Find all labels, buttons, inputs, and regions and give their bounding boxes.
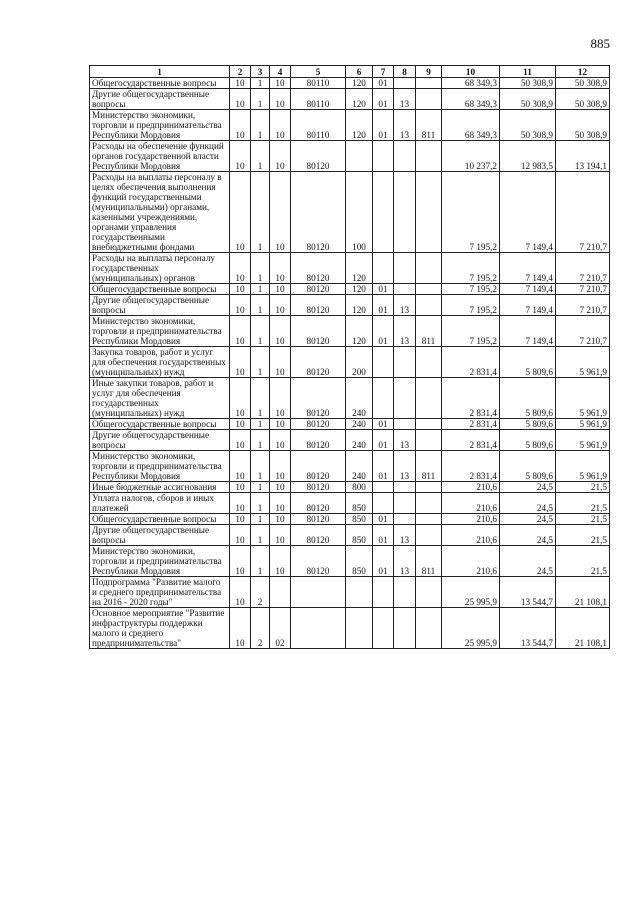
row-cell-c3: 1 <box>251 514 270 525</box>
row-cell-c4: 10 <box>270 284 291 295</box>
row-cell-c9 <box>416 514 442 525</box>
row-cell-c5: 80110 <box>291 110 346 141</box>
row-name-cell: Другие общегосударственные вопросы <box>90 430 230 451</box>
row-cell-c9 <box>416 419 442 430</box>
row-cell-c11: 7 149,4 <box>500 316 556 347</box>
row-cell-c12: 5 961,9 <box>556 378 610 419</box>
row-cell-c8: 13 <box>394 525 416 546</box>
row-cell-c2: 10 <box>230 608 251 649</box>
row-name-cell: Другие общегосударственные вопросы <box>90 525 230 546</box>
row-cell-c12: 21 108,1 <box>556 608 610 649</box>
row-cell-c3: 1 <box>251 493 270 514</box>
row-cell-c5 <box>291 608 346 649</box>
table-row <box>90 378 610 419</box>
table-row <box>90 78 610 89</box>
row-cell-c4: 10 <box>270 525 291 546</box>
row-cell-c7: 01 <box>373 78 394 89</box>
row-cell-c12: 5 961,9 <box>556 430 610 451</box>
row-cell-c8: 13 <box>394 110 416 141</box>
row-cell-c2: 10 <box>230 172 251 253</box>
row-cell-c4: 10 <box>270 493 291 514</box>
row-cell-c3: 1 <box>251 347 270 378</box>
row-name-cell: Министерство экономики, торговли и предпринимательства Республики Мордовия <box>90 546 230 577</box>
row-cell-c9 <box>416 78 442 89</box>
row-cell-c10: 25 995,9 <box>442 577 500 608</box>
row-cell-c7 <box>373 141 394 172</box>
row-cell-c3: 1 <box>251 451 270 482</box>
row-cell-c10: 68 349,3 <box>442 78 500 89</box>
row-cell-c2: 10 <box>230 451 251 482</box>
row-cell-c5: 80120 <box>291 253 346 284</box>
row-cell-c11: 24,5 <box>500 482 556 493</box>
row-cell-c7 <box>373 347 394 378</box>
table-row <box>90 284 610 295</box>
row-cell-c2: 10 <box>230 78 251 89</box>
row-cell-c10: 210,6 <box>442 525 500 546</box>
row-cell-c7 <box>373 378 394 419</box>
row-cell-c9 <box>416 378 442 419</box>
row-cell-c3: 1 <box>251 284 270 295</box>
row-cell-c11: 5 809,6 <box>500 347 556 378</box>
row-cell-c2: 10 <box>230 110 251 141</box>
row-cell-c7: 01 <box>373 525 394 546</box>
table-row <box>90 316 610 347</box>
row-cell-c4: 10 <box>270 110 291 141</box>
row-cell-c4: 10 <box>270 172 291 253</box>
row-cell-c2: 10 <box>230 525 251 546</box>
row-cell-c9 <box>416 430 442 451</box>
table-row <box>90 546 610 577</box>
row-cell-c4: 10 <box>270 546 291 577</box>
table-row <box>90 430 610 451</box>
row-cell-c6: 800 <box>346 482 373 493</box>
row-cell-c10: 210,6 <box>442 514 500 525</box>
row-cell-c4: 02 <box>270 608 291 649</box>
header-cell: 1 <box>90 66 230 78</box>
row-cell-c9 <box>416 89 442 110</box>
table-row <box>90 451 610 482</box>
row-cell-c4 <box>270 577 291 608</box>
row-cell-c10: 210,6 <box>442 546 500 577</box>
row-cell-c6: 100 <box>346 172 373 253</box>
row-cell-c2: 10 <box>230 482 251 493</box>
row-cell-c11: 13 544,7 <box>500 608 556 649</box>
row-cell-c6: 120 <box>346 253 373 284</box>
table-row <box>90 419 610 430</box>
row-name-cell: Другие общегосударственные вопросы <box>90 295 230 316</box>
row-cell-c10: 7 195,2 <box>442 295 500 316</box>
row-cell-c10: 68 349,3 <box>442 89 500 110</box>
row-cell-c6: 240 <box>346 451 373 482</box>
row-cell-c6: 200 <box>346 347 373 378</box>
row-cell-c2: 10 <box>230 577 251 608</box>
row-cell-c9: 811 <box>416 546 442 577</box>
row-cell-c2: 10 <box>230 347 251 378</box>
row-cell-c5: 80110 <box>291 78 346 89</box>
row-cell-c3: 1 <box>251 482 270 493</box>
header-cell: 6 <box>346 66 373 78</box>
row-cell-c5: 80120 <box>291 419 346 430</box>
row-name-cell: Расходы на выплаты персоналу в целях обеспечения выполнения функций государственными (муниципальными) органами, казенными учреждениями, органами управления государственными внебюджетными фондами <box>90 172 230 253</box>
row-cell-c5: 80120 <box>291 430 346 451</box>
header-cell: 7 <box>373 66 394 78</box>
row-cell-c12: 13 194,1 <box>556 141 610 172</box>
table-row <box>90 141 610 172</box>
row-cell-c6: 850 <box>346 525 373 546</box>
row-cell-c12: 21,5 <box>556 546 610 577</box>
table-row <box>90 514 610 525</box>
row-cell-c9 <box>416 253 442 284</box>
row-cell-c4: 10 <box>270 78 291 89</box>
row-cell-c3: 1 <box>251 295 270 316</box>
row-cell-c4: 10 <box>270 430 291 451</box>
row-cell-c8: 13 <box>394 316 416 347</box>
row-name-cell: Другие общегосударственные вопросы <box>90 89 230 110</box>
row-cell-c5: 80120 <box>291 141 346 172</box>
row-cell-c5: 80120 <box>291 514 346 525</box>
row-cell-c6: 240 <box>346 378 373 419</box>
table-row <box>90 493 610 514</box>
row-cell-c6: 120 <box>346 295 373 316</box>
row-cell-c4: 10 <box>270 141 291 172</box>
row-cell-c8 <box>394 284 416 295</box>
row-cell-c3: 1 <box>251 141 270 172</box>
header-cell: 9 <box>416 66 442 78</box>
row-cell-c5: 80120 <box>291 378 346 419</box>
row-name-cell: Министерство экономики, торговли и предпринимательства Республики Мордовия <box>90 451 230 482</box>
row-cell-c7 <box>373 172 394 253</box>
row-cell-c10: 68 349,3 <box>442 110 500 141</box>
row-cell-c12: 5 961,9 <box>556 419 610 430</box>
row-cell-c12: 50 308,9 <box>556 110 610 141</box>
row-cell-c11: 5 809,6 <box>500 419 556 430</box>
row-cell-c6: 120 <box>346 89 373 110</box>
row-name-cell: Общегосударственные вопросы <box>90 284 230 295</box>
row-cell-c4: 10 <box>270 316 291 347</box>
row-cell-c9 <box>416 347 442 378</box>
row-cell-c10: 2 831,4 <box>442 378 500 419</box>
header-cell: 4 <box>270 66 291 78</box>
row-cell-c9 <box>416 141 442 172</box>
row-cell-c2: 10 <box>230 546 251 577</box>
row-cell-c6: 240 <box>346 419 373 430</box>
row-cell-c9 <box>416 493 442 514</box>
budget-table <box>89 65 610 649</box>
row-cell-c3: 1 <box>251 419 270 430</box>
row-cell-c9: 811 <box>416 451 442 482</box>
row-cell-c5: 80120 <box>291 482 346 493</box>
row-cell-c2: 10 <box>230 493 251 514</box>
row-cell-c6: 120 <box>346 78 373 89</box>
row-cell-c5: 80120 <box>291 493 346 514</box>
row-cell-c8: 13 <box>394 430 416 451</box>
row-cell-c7: 01 <box>373 295 394 316</box>
row-cell-c12: 21 108,1 <box>556 577 610 608</box>
row-cell-c6: 850 <box>346 514 373 525</box>
row-cell-c11: 50 308,9 <box>500 110 556 141</box>
table-row <box>90 482 610 493</box>
row-cell-c7: 01 <box>373 110 394 141</box>
row-cell-c11: 50 308,9 <box>500 89 556 110</box>
row-cell-c7: 01 <box>373 89 394 110</box>
row-name-cell: Иные закупки товаров, работ и услуг для обеспечения государственных (муниципальных) нужд <box>90 378 230 419</box>
row-cell-c4: 10 <box>270 378 291 419</box>
row-cell-c8: 13 <box>394 546 416 577</box>
row-cell-c9 <box>416 525 442 546</box>
row-cell-c8 <box>394 78 416 89</box>
row-cell-c10: 210,6 <box>442 482 500 493</box>
row-cell-c7: 01 <box>373 316 394 347</box>
row-cell-c6: 240 <box>346 430 373 451</box>
row-cell-c8 <box>394 514 416 525</box>
row-cell-c7: 01 <box>373 451 394 482</box>
table-row <box>90 295 610 316</box>
row-cell-c2: 10 <box>230 514 251 525</box>
row-cell-c3: 1 <box>251 110 270 141</box>
row-cell-c7 <box>373 253 394 284</box>
row-cell-c12: 7 210,7 <box>556 172 610 253</box>
row-cell-c4: 10 <box>270 451 291 482</box>
row-cell-c2: 10 <box>230 419 251 430</box>
row-cell-c11: 50 308,9 <box>500 78 556 89</box>
row-cell-c8 <box>394 577 416 608</box>
row-cell-c5: 80120 <box>291 316 346 347</box>
row-cell-c6: 120 <box>346 316 373 347</box>
row-cell-c3: 1 <box>251 253 270 284</box>
row-cell-c9 <box>416 577 442 608</box>
row-cell-c7 <box>373 493 394 514</box>
row-name-cell: Общегосударственные вопросы <box>90 514 230 525</box>
row-name-cell: Расходы на обеспечение функций органов государственной власти Республики Мордовия <box>90 141 230 172</box>
row-cell-c10: 10 237,2 <box>442 141 500 172</box>
row-cell-c2: 10 <box>230 316 251 347</box>
row-cell-c8 <box>394 608 416 649</box>
row-cell-c3: 1 <box>251 525 270 546</box>
row-cell-c5: 80120 <box>291 451 346 482</box>
row-cell-c12: 21,5 <box>556 525 610 546</box>
row-cell-c5: 80120 <box>291 546 346 577</box>
row-cell-c5: 80120 <box>291 525 346 546</box>
row-cell-c6: 120 <box>346 284 373 295</box>
row-cell-c4: 10 <box>270 295 291 316</box>
row-cell-c12: 7 210,7 <box>556 284 610 295</box>
row-cell-c3: 1 <box>251 430 270 451</box>
row-cell-c11: 7 149,4 <box>500 172 556 253</box>
row-cell-c6: 850 <box>346 546 373 577</box>
row-cell-c7: 01 <box>373 514 394 525</box>
table-row <box>90 608 610 649</box>
row-cell-c11: 7 149,4 <box>500 253 556 284</box>
row-cell-c11: 5 809,6 <box>500 378 556 419</box>
row-cell-c3: 2 <box>251 608 270 649</box>
table-body <box>90 78 610 649</box>
row-cell-c8 <box>394 378 416 419</box>
row-cell-c9 <box>416 284 442 295</box>
row-cell-c2: 10 <box>230 89 251 110</box>
row-cell-c7 <box>373 608 394 649</box>
row-cell-c2: 10 <box>230 141 251 172</box>
row-cell-c11: 24,5 <box>500 514 556 525</box>
row-cell-c9 <box>416 482 442 493</box>
header-cell: 12 <box>556 66 610 78</box>
row-cell-c4: 10 <box>270 514 291 525</box>
table-row <box>90 110 610 141</box>
row-cell-c12: 21,5 <box>556 482 610 493</box>
row-cell-c2: 10 <box>230 430 251 451</box>
row-cell-c12: 50 308,9 <box>556 78 610 89</box>
row-cell-c12: 7 210,7 <box>556 253 610 284</box>
row-cell-c9: 811 <box>416 316 442 347</box>
row-cell-c12: 5 961,9 <box>556 451 610 482</box>
row-cell-c3: 1 <box>251 378 270 419</box>
row-cell-c8 <box>394 141 416 172</box>
row-cell-c10: 7 195,2 <box>442 284 500 295</box>
table-row <box>90 253 610 284</box>
row-cell-c9 <box>416 172 442 253</box>
row-name-cell: Закупка товаров, работ и услуг для обеспечения государственных (муниципальных) нужд <box>90 347 230 378</box>
row-cell-c11: 24,5 <box>500 525 556 546</box>
row-cell-c8 <box>394 172 416 253</box>
row-name-cell: Расходы на выплаты персоналу государственных (муниципальных) органов <box>90 253 230 284</box>
row-cell-c2: 10 <box>230 284 251 295</box>
row-cell-c8 <box>394 253 416 284</box>
row-cell-c9 <box>416 608 442 649</box>
row-cell-c5: 80110 <box>291 89 346 110</box>
row-cell-c8: 13 <box>394 295 416 316</box>
row-cell-c7 <box>373 482 394 493</box>
table-row <box>90 577 610 608</box>
row-cell-c2: 10 <box>230 253 251 284</box>
row-name-cell: Основное мероприятие "Развитие инфраструктуры поддержки малого и среднего предпринимательства" <box>90 608 230 649</box>
row-cell-c4: 10 <box>270 419 291 430</box>
table-row <box>90 89 610 110</box>
table-row <box>90 172 610 253</box>
row-cell-c5: 80120 <box>291 172 346 253</box>
header-cell: 3 <box>251 66 270 78</box>
row-cell-c8: 13 <box>394 89 416 110</box>
row-cell-c7: 01 <box>373 430 394 451</box>
row-cell-c11: 12 983,5 <box>500 141 556 172</box>
row-cell-c12: 5 961,9 <box>556 347 610 378</box>
row-cell-c8: 13 <box>394 451 416 482</box>
row-cell-c10: 25 995,9 <box>442 608 500 649</box>
row-cell-c8 <box>394 493 416 514</box>
row-cell-c12: 7 210,7 <box>556 295 610 316</box>
row-cell-c12: 7 210,7 <box>556 316 610 347</box>
table-row <box>90 347 610 378</box>
header-cell: 8 <box>394 66 416 78</box>
row-cell-c11: 13 544,7 <box>500 577 556 608</box>
row-cell-c12: 21,5 <box>556 514 610 525</box>
row-cell-c7: 01 <box>373 419 394 430</box>
row-name-cell: Министерство экономики, торговли и предпринимательства Республики Мордовия <box>90 316 230 347</box>
row-cell-c11: 7 149,4 <box>500 284 556 295</box>
row-cell-c7 <box>373 577 394 608</box>
header-row <box>90 66 610 78</box>
row-name-cell: Иные бюджетные ассигнования <box>90 482 230 493</box>
row-cell-c6 <box>346 141 373 172</box>
row-name-cell: Министерство экономики, торговли и предпринимательства Республики Мордовия <box>90 110 230 141</box>
row-cell-c6 <box>346 608 373 649</box>
row-cell-c4: 10 <box>270 482 291 493</box>
row-cell-c2: 10 <box>230 295 251 316</box>
row-cell-c11: 5 809,6 <box>500 430 556 451</box>
row-cell-c10: 2 831,4 <box>442 430 500 451</box>
row-cell-c6: 120 <box>346 110 373 141</box>
row-cell-c4: 10 <box>270 89 291 110</box>
row-name-cell: Подпрограмма "Развитие малого и среднего предпринимательства на 2016 - 2020 годы" <box>90 577 230 608</box>
header-cell: 10 <box>442 66 500 78</box>
row-cell-c3: 1 <box>251 316 270 347</box>
row-cell-c10: 2 831,4 <box>442 419 500 430</box>
row-cell-c10: 7 195,2 <box>442 172 500 253</box>
page-number: 885 <box>590 36 610 51</box>
row-cell-c4: 10 <box>270 253 291 284</box>
row-name-cell: Общегосударственные вопросы <box>90 78 230 89</box>
row-cell-c5: 80120 <box>291 347 346 378</box>
table-row <box>90 525 610 546</box>
row-cell-c9 <box>416 295 442 316</box>
row-cell-c8 <box>394 482 416 493</box>
row-cell-c12: 21,5 <box>556 493 610 514</box>
row-cell-c10: 7 195,2 <box>442 253 500 284</box>
row-cell-c5 <box>291 577 346 608</box>
row-cell-c3: 1 <box>251 78 270 89</box>
row-cell-c7: 01 <box>373 546 394 577</box>
row-cell-c4: 10 <box>270 347 291 378</box>
row-cell-c8 <box>394 347 416 378</box>
row-name-cell: Уплата налогов, сборов и иных платежей <box>90 493 230 514</box>
row-name-cell: Общегосударственные вопросы <box>90 419 230 430</box>
row-cell-c5: 80120 <box>291 284 346 295</box>
row-cell-c9: 811 <box>416 110 442 141</box>
row-cell-c3: 1 <box>251 89 270 110</box>
row-cell-c12: 50 308,9 <box>556 89 610 110</box>
row-cell-c5: 80120 <box>291 295 346 316</box>
row-cell-c10: 2 831,4 <box>442 347 500 378</box>
row-cell-c11: 24,5 <box>500 493 556 514</box>
row-cell-c3: 2 <box>251 577 270 608</box>
row-cell-c10: 7 195,2 <box>442 316 500 347</box>
row-cell-c3: 1 <box>251 172 270 253</box>
row-cell-c10: 210,6 <box>442 493 500 514</box>
row-cell-c11: 7 149,4 <box>500 295 556 316</box>
row-cell-c11: 24,5 <box>500 546 556 577</box>
header-cell: 5 <box>291 66 346 78</box>
row-cell-c6: 850 <box>346 493 373 514</box>
row-cell-c6 <box>346 577 373 608</box>
row-cell-c10: 2 831,4 <box>442 451 500 482</box>
row-cell-c7: 01 <box>373 284 394 295</box>
row-cell-c2: 10 <box>230 378 251 419</box>
row-cell-c3: 1 <box>251 546 270 577</box>
row-cell-c11: 5 809,6 <box>500 451 556 482</box>
header-cell: 11 <box>500 66 556 78</box>
row-cell-c8 <box>394 419 416 430</box>
header-cell: 2 <box>230 66 251 78</box>
